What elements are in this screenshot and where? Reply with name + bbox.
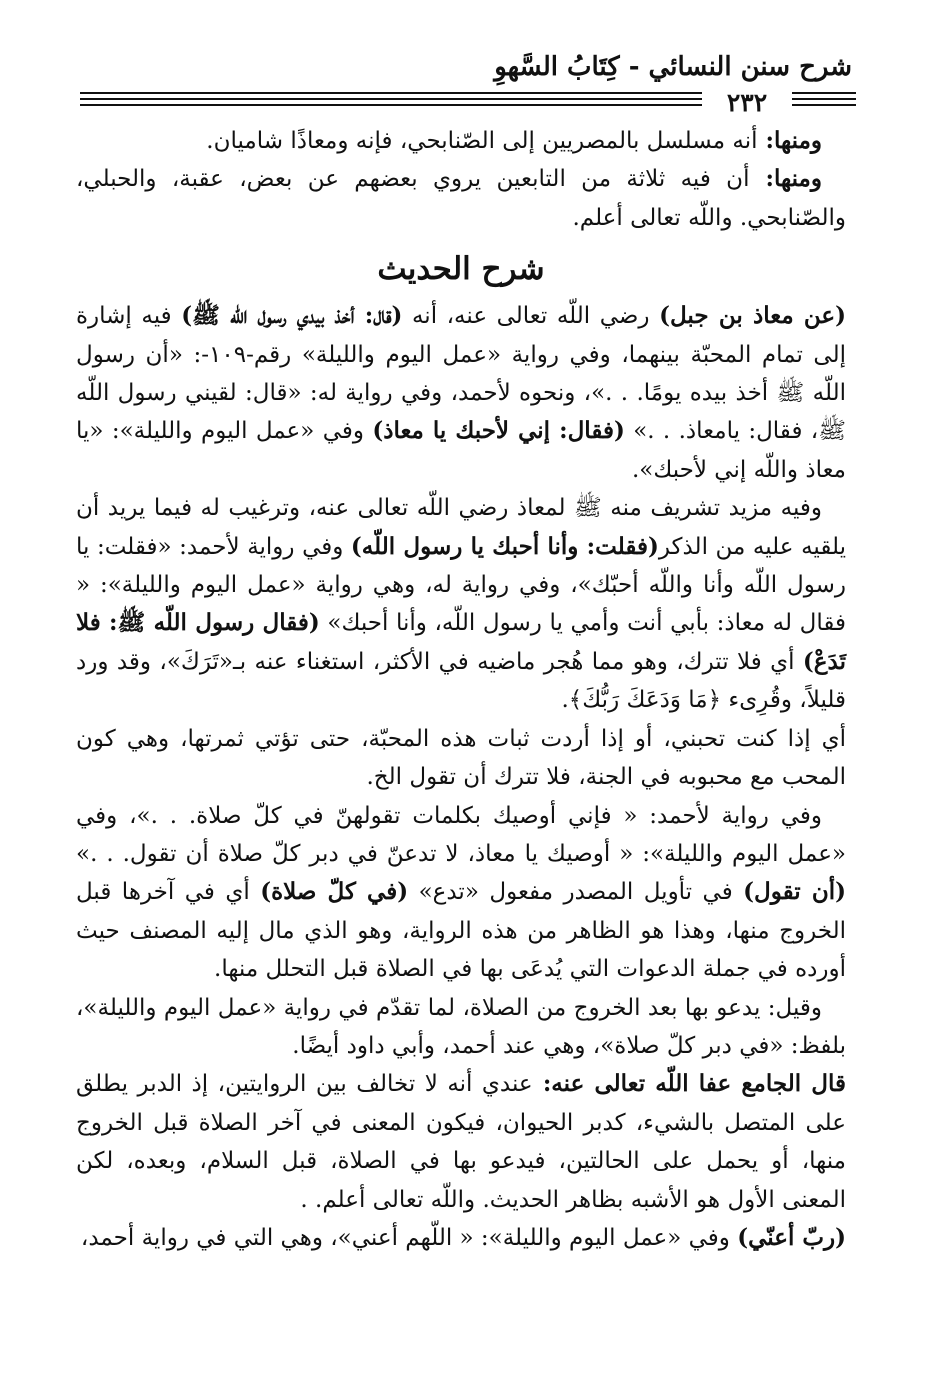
text-segment: وفي رواية لأحمد: «فقلت: يا رسول اللّه وأنا واللّه أحبّك»، وفي رواية له، وهي رواية «عمل اليوم والليلة»: « فقال له معاذ: بأبي أنت وأمي يا رسول اللّه، وأنا أحبك» <box>76 533 846 637</box>
text-segment: رضي اللّه تعالى عنه، أنه <box>402 303 660 330</box>
text-segment: وفي «عمل اليوم والليلة»: « اللّهم أعني»، وهي التي في رواية أحمد، <box>80 1224 738 1251</box>
text-segment: فيه إشارة إلى تمام المحبّة بينهما، وفي رواية «عمل اليوم والليلة» رقم-١٠٩-: «أن رسول اللّه ﷺ أخذ بيده يومًا. . .»، ونحوه لأحمد، وفي رواية له: «قال: لقيني رسول اللّه ﷺ، فقال: يامعاذ. . .» <box>76 303 847 445</box>
running-title: شرح سنن النسائي - كِتَابُ السَّهوِ <box>494 52 852 82</box>
text-segment: وفي رواية لأحمد: « فإني أوصيك بكلمات تقولهنّ في كلّ صلاة. . .»، وفي «عمل اليوم والليلة»: « أوصيك يا معاذ، لا تدعنّ في دبر كلّ صلاة أن تقول. . .» <box>76 802 846 867</box>
paragraph-7: وقيل: يدعو بها بعد الخروج من الصلاة، لما تقدّم في رواية «عمل اليوم والليلة»، بلفظ: «في دبر كلّ صلاة»، وهي عند أحمد، وأبي داود أيضًا. <box>76 994 846 1059</box>
text-segment: أي فلا تترك، وهو مما هُجر ماضيه في الأكثر، استغناء عنه بـ«تَرَكَ»، وقد ورد قليلاً، وقُرِىء ﴿مَا وَدَعَكَ رَبُّكَ﴾. <box>76 648 846 714</box>
section-heading: شرح الحديث <box>377 251 545 288</box>
text-segment: وفي «عمل اليوم والليلة»: «يا معاذ واللّه إني لأحبك». <box>76 418 846 483</box>
paragraph-text: أن فيه ثلاثة من التابعين يروي بعضهم عن بعض، عقبة، والحبلي، والصّنابحي. واللّه تعالى أعلم. <box>76 166 846 231</box>
paragraph-8 <box>76 1065 846 1219</box>
paragraph-intro-1 <box>76 122 846 160</box>
page-number: ٢٣٢ <box>702 88 792 118</box>
paragraph-4 <box>76 489 846 719</box>
bold-phrase: (عن معاذ بن جبل) <box>659 302 847 330</box>
paragraph-6 <box>76 797 846 989</box>
bold-phrase: (فقال رسول اللّه ﷺ: فلا تَدَعْ) <box>76 609 846 675</box>
paragraph-intro-2 <box>76 160 846 237</box>
paragraph-3 <box>76 297 846 489</box>
text-segment: وفيه مزيد تشريف منه ﷺ لمعاذ رضي اللّه تعالى عنه، وترغيب له فيما يريد أن يلقيه عليه من الذكر <box>76 495 846 560</box>
bold-phrase: (قال: أخذ بيدي رسول اللّه ﷺ) <box>181 302 403 330</box>
bold-phrase: (أن تقول) <box>743 878 847 906</box>
bold-phrase: (فقلت: وأنا أحبك يا رسول اللّه) <box>350 532 659 560</box>
paragraph-9 <box>76 1219 846 1257</box>
paragraph-text: أنه مسلسل بالمصريين إلى الصّنابحي، فإنه ومعاذًا شاميان. <box>206 128 758 154</box>
lead-term: ومنها: <box>749 165 822 193</box>
bold-phrase: (في كلّ صلاة) <box>260 878 409 906</box>
text-segment: في تأويل المصدر مفعول «تدع» <box>408 879 744 906</box>
bold-phrase: قال الجامع عفا اللّه تعالى عنه: <box>532 1070 847 1098</box>
text-segment: أي في آخرها قبل الخروج منها، وهذا هو الظاهر من هذه الرواية، وهو الذي مال إليه المصنف حيث أورده في جملة الدعوات التي يُدعَى بها في الصلاة قبل التحلل منها. <box>76 879 846 983</box>
body-text <box>76 122 846 1257</box>
lead-term: ومنها: <box>757 127 822 154</box>
paragraph-5: أي إذا كنت تحبني، أو إذا أردت ثبات هذه المحبّة، حتى تؤتي ثمرتها، وهي كون المحب مع محبوبه في الجنة، فلا تترك أن تقول الخ. <box>76 725 846 791</box>
bold-phrase: (ربّ أعنّي) <box>737 1223 846 1251</box>
bold-phrase: (فقال: إني لأحبك يا معاذ) <box>372 417 625 445</box>
text-segment: عندي أنه لا تخالف بين الروايتين، إذ الدبر يطلق على المتصل بالشيء، كدبر الحيوان، فيكون المعنى في آخر الصلاة قبل الخروج منها، أو يحمل على الحالتين، فيدعو بها في الصلاة، قبل السلام، وبعده، لكن المعنى الأول هو الأشبه بظاهر الحديث. واللّه تعالى أعلم. . <box>76 1071 846 1213</box>
